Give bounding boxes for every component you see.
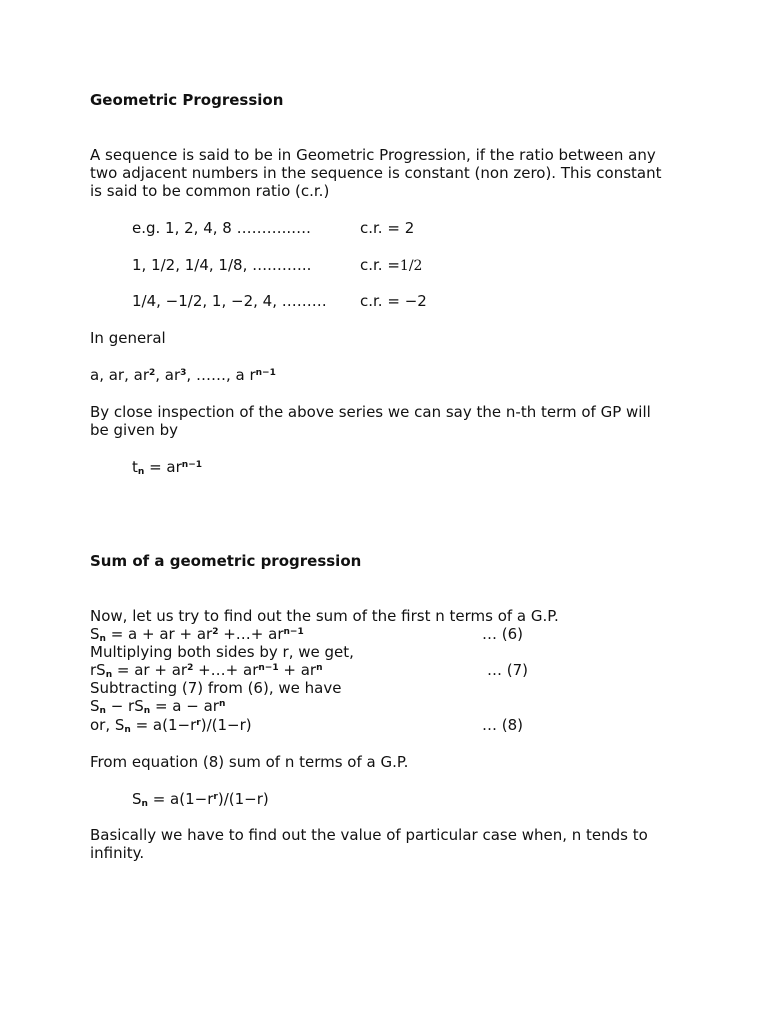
subtract-text: Subtracting (7) from (6), we have [90, 679, 342, 697]
sum-intro-line: Now, let us try to find out the sum of the first n terms of a G.P. [90, 607, 559, 625]
example-ratio-3: c.r. = −2 [360, 292, 427, 310]
sum-formula: $S_n = a(1-r^r)/(1-r)$ [132, 790, 269, 809]
equation-8: or, $S_n = a(1-r^r)/(1-r)$ [90, 716, 252, 735]
section-title-sum-gp: Sum of a geometric progression [90, 552, 362, 570]
equation-6-number: … (6) [482, 625, 524, 643]
multiply-text: Multiplying both sides by r, we get, [90, 643, 354, 661]
equation-7-number: … (7) [487, 661, 529, 679]
example-ratio-1: c.r. = 2 [360, 219, 415, 237]
from-equation-text: From equation (8) sum of n terms of a G.P. [90, 753, 409, 771]
example-seq-2: 1, 1/2, 1/4, 1/8, ….…….. [132, 256, 312, 274]
nth-term-formula: $t_n = ar^{n-1}$ [132, 458, 202, 477]
example-seq-3: 1/4, −1/2, 1, −2, 4, ……… [132, 292, 327, 310]
example-seq-1: e.g. 1, 2, 4, 8 ………..…. [132, 219, 311, 237]
in-general-label: In general [90, 329, 166, 347]
section-title-gp: Geometric Progression [90, 91, 284, 109]
closing-line-2: infinity. [90, 844, 145, 862]
intro-line-1: A sequence is said to be in Geometric Progression, if the ratio between any [90, 146, 656, 164]
equation-6: $S_n = a$ + ar + $ar^2$ +…+ $ar^{n-1}$ [90, 625, 304, 644]
example-ratio-2: c.r. =1/2 [360, 256, 423, 274]
general-series: a, ar, $ar^2$, $ar^3$, ……, a $r^{n-1}$ [90, 366, 276, 384]
intro-line-2: two adjacent numbers in the sequence is constant (non zero). This constant [90, 164, 662, 182]
inspection-line-2: be given by [90, 421, 178, 439]
closing-line-1: Basically we have to find out the value of particular case when, n tends to [90, 826, 648, 844]
difference-equation: $S_n - rS_n = a - ar^n$ [90, 697, 226, 716]
equation-7: $rS_n$ = ar + $ar^2$ +…+ $ar^{n-1} + ar^n$ [90, 661, 323, 680]
equation-8-number: … (8) [482, 716, 524, 734]
inspection-line-1: By close inspection of the above series we can say the n-th term of GP will [90, 403, 651, 421]
intro-line-3: is said to be common ratio (c.r.) [90, 182, 330, 200]
